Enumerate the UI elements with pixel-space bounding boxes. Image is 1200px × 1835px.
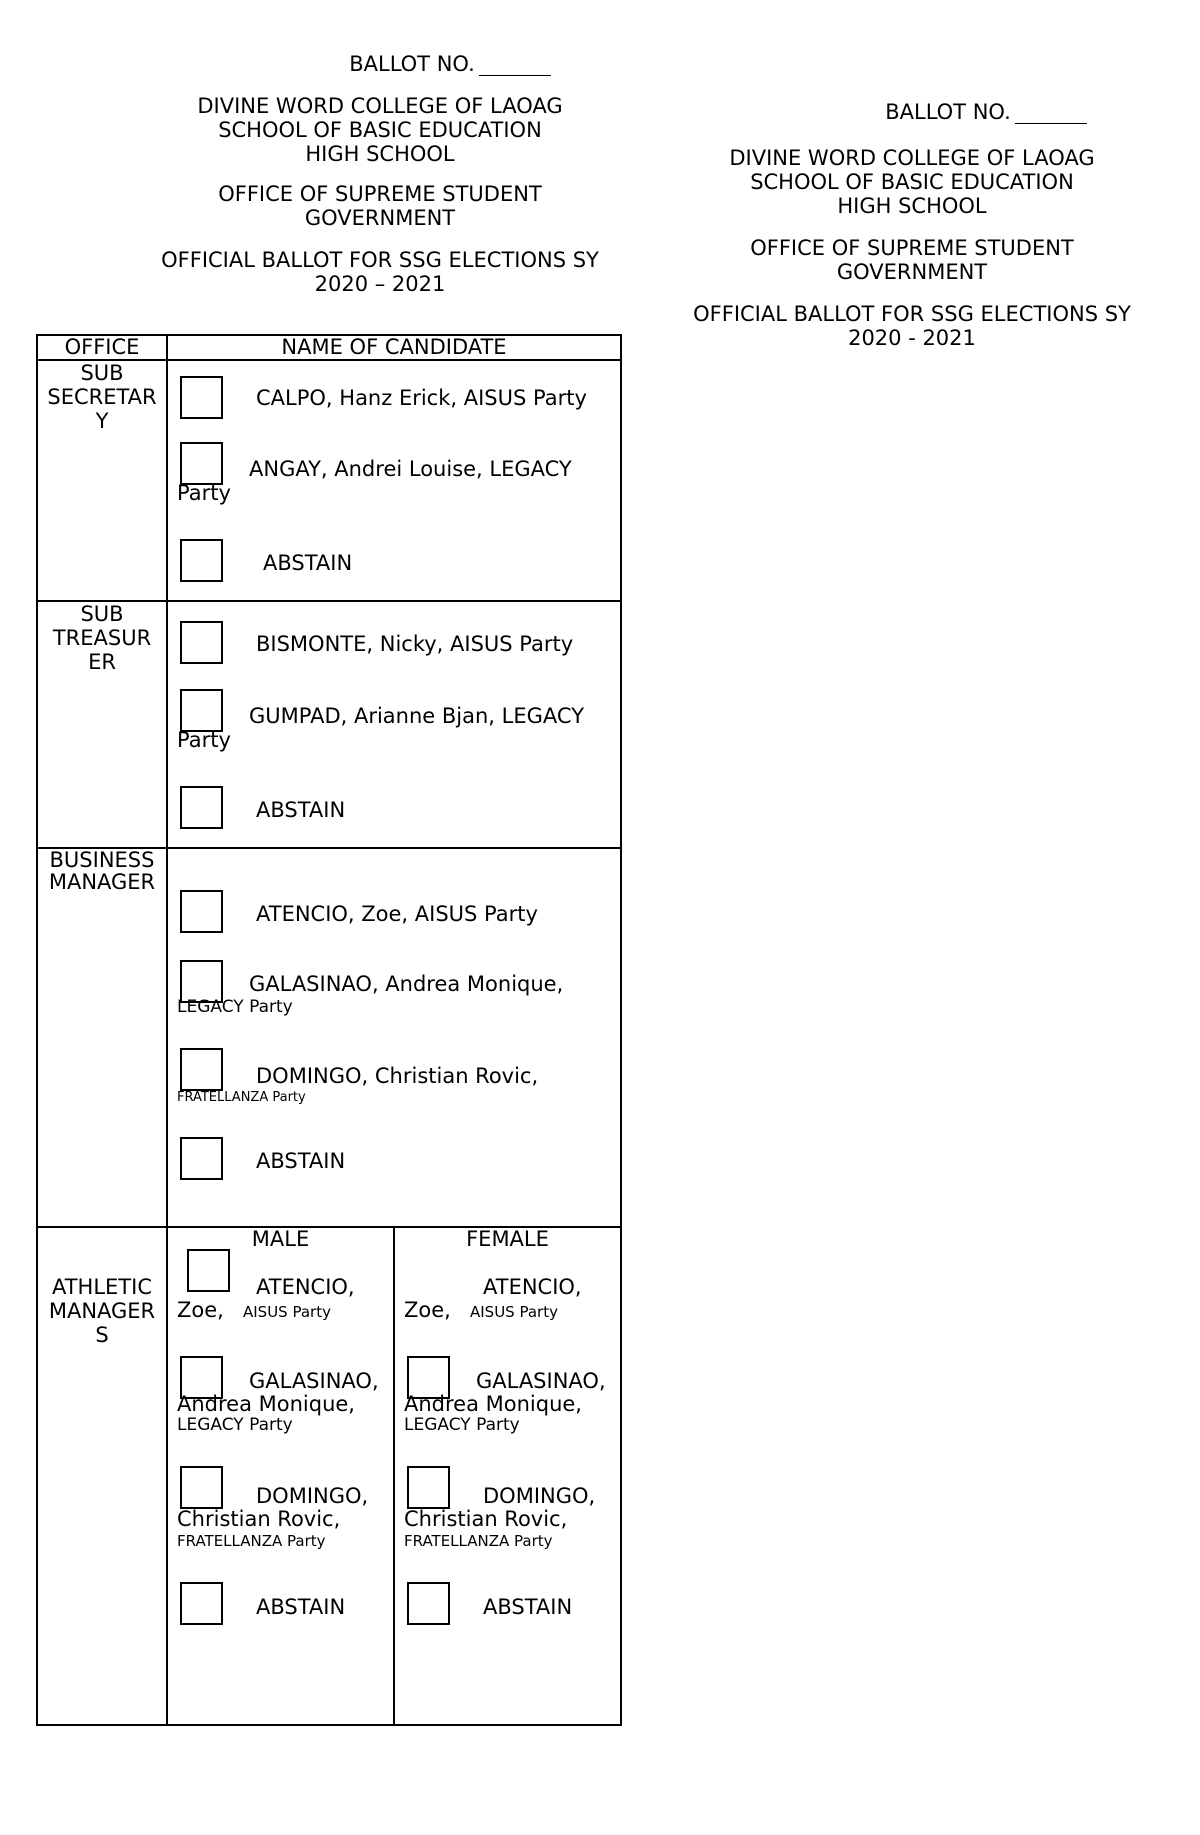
ballot-title-1: OFFICIAL BALLOT FOR SSG ELECTIONS SY — [161, 248, 599, 272]
abstain-label: ABSTAIN — [483, 1595, 573, 1619]
office-athletic-managers-2: MANAGER — [48, 1299, 156, 1323]
candidate-name: GUMPAD, Arianne Bjan, LEGACY — [249, 704, 585, 728]
candidate-party: FRATELLANZA Party — [404, 1532, 553, 1550]
office-sub-treasurer-2: TREASUR — [52, 626, 152, 650]
candidate-name-cont: Zoe, — [177, 1298, 224, 1322]
office-sub-secretary-2: SECRETAR — [47, 385, 157, 409]
vote-checkbox-female[interactable] — [407, 1466, 450, 1509]
school-name: DIVINE WORD COLLEGE OF LAOAG — [197, 94, 563, 118]
left-ballot-header — [140, 52, 620, 296]
candidate-name: ANGAY, Andrei Louise, LEGACY — [249, 457, 572, 481]
vote-checkbox[interactable] — [180, 621, 223, 664]
ballot-no-text: BALLOT NO. — [349, 52, 475, 76]
office-sub-treasurer-3: ER — [88, 650, 116, 674]
abstain-checkbox[interactable] — [180, 539, 223, 582]
vote-checkbox-male[interactable] — [187, 1249, 230, 1292]
office-name-1: OFFICE OF SUPREME STUDENT — [750, 236, 1074, 260]
ballot-no-text: BALLOT NO. — [885, 100, 1011, 124]
candidate-name: CALPO, Hanz Erick, AISUS Party — [256, 386, 587, 410]
office-column-divider — [166, 334, 168, 1726]
school-level: HIGH SCHOOL — [837, 194, 987, 218]
ballot-title-1: OFFICIAL BALLOT FOR SSG ELECTIONS SY — [693, 302, 1131, 326]
candidate-party: LEGACY Party — [177, 1415, 293, 1435]
vote-checkbox[interactable] — [180, 1048, 223, 1091]
office-sub-treasurer-1: SUB — [80, 602, 124, 626]
office-name-2: GOVERNMENT — [836, 260, 988, 284]
right-ballot-header — [672, 100, 1152, 350]
vote-checkbox[interactable] — [180, 442, 223, 485]
abstain-label: ABSTAIN — [256, 1149, 346, 1173]
male-female-divider — [393, 1226, 395, 1726]
office-column-header: OFFICE — [64, 335, 140, 359]
candidate-party: LEGACY Party — [404, 1415, 520, 1435]
abstain-label: ABSTAIN — [256, 1595, 346, 1619]
ballot-number-label — [140, 52, 620, 76]
candidate-name-cont: Christian Rovic, — [404, 1507, 568, 1531]
candidate-name: ATENCIO, — [256, 1275, 355, 1299]
candidate-name-cont: Andrea Monique, — [404, 1392, 582, 1416]
candidate-party: FRATELLANZA Party — [177, 1090, 306, 1105]
candidate-column-header: NAME OF CANDIDATE — [281, 335, 507, 359]
school-division: SCHOOL OF BASIC EDUCATION — [750, 170, 1074, 194]
office-sub-secretary-3: Y — [95, 409, 109, 433]
table-border-right — [620, 334, 622, 1726]
office-athletic-managers-1: ATHLETIC — [51, 1275, 152, 1299]
candidate-party: AISUS Party — [243, 1303, 331, 1321]
ballot-number-label — [672, 100, 1152, 124]
candidate-party: LEGACY Party — [177, 997, 293, 1017]
office-name-2: GOVERNMENT — [304, 206, 456, 230]
office-name-1: OFFICE OF SUPREME STUDENT — [218, 182, 542, 206]
school-name: DIVINE WORD COLLEGE OF LAOAG — [729, 146, 1095, 170]
candidate-party: FRATELLANZA Party — [177, 1532, 326, 1550]
candidate-name: GALASINAO, Andrea Monique, — [249, 972, 564, 996]
ballot-title-2: 2020 – 2021 — [314, 272, 446, 296]
candidate-name: GALASINAO, — [249, 1369, 379, 1393]
table-border-left — [36, 334, 38, 1726]
candidate-name: DOMINGO, — [256, 1484, 369, 1508]
candidate-name: BISMONTE, Nicky, AISUS Party — [256, 632, 574, 656]
vote-checkbox[interactable] — [180, 376, 223, 419]
office-business-manager-1: BUSINESS — [49, 848, 155, 872]
abstain-checkbox-female[interactable] — [407, 1582, 450, 1625]
candidate-name: ATENCIO, Zoe, AISUS Party — [256, 902, 538, 926]
male-column-header: MALE — [251, 1227, 310, 1251]
abstain-label: ABSTAIN — [256, 798, 346, 822]
abstain-label: ABSTAIN — [263, 551, 353, 575]
candidate-name: GALASINAO, — [476, 1369, 606, 1393]
female-column-header: FEMALE — [466, 1227, 549, 1251]
office-athletic-managers-3: S — [95, 1323, 109, 1347]
vote-checkbox[interactable] — [180, 890, 223, 933]
candidate-name-cont: Christian Rovic, — [177, 1507, 341, 1531]
ballot-number-blank[interactable] — [1015, 103, 1087, 124]
candidate-name: DOMINGO, — [483, 1484, 596, 1508]
candidate-name: ATENCIO, — [483, 1275, 582, 1299]
candidate-name-cont: Andrea Monique, — [177, 1392, 355, 1416]
abstain-checkbox-male[interactable] — [180, 1582, 223, 1625]
candidate-party: Party — [177, 481, 231, 505]
ballot-title-2: 2020 - 2021 — [848, 326, 976, 350]
ballot-number-blank[interactable] — [479, 55, 551, 76]
candidate-name: DOMINGO, Christian Rovic, — [256, 1064, 539, 1088]
abstain-checkbox[interactable] — [180, 786, 223, 829]
vote-checkbox-male[interactable] — [180, 1466, 223, 1509]
office-business-manager-2: MANAGER — [48, 870, 156, 894]
office-sub-secretary-1: SUB — [80, 361, 124, 385]
vote-checkbox[interactable] — [180, 689, 223, 732]
ballot-table — [36, 334, 622, 1726]
school-division: SCHOOL OF BASIC EDUCATION — [218, 118, 542, 142]
table-border-bottom — [36, 1724, 622, 1726]
candidate-party: AISUS Party — [470, 1303, 558, 1321]
school-level: HIGH SCHOOL — [305, 142, 455, 166]
candidate-party: Party — [177, 728, 231, 752]
abstain-checkbox[interactable] — [180, 1137, 223, 1180]
candidate-name-cont: Zoe, — [404, 1298, 451, 1322]
